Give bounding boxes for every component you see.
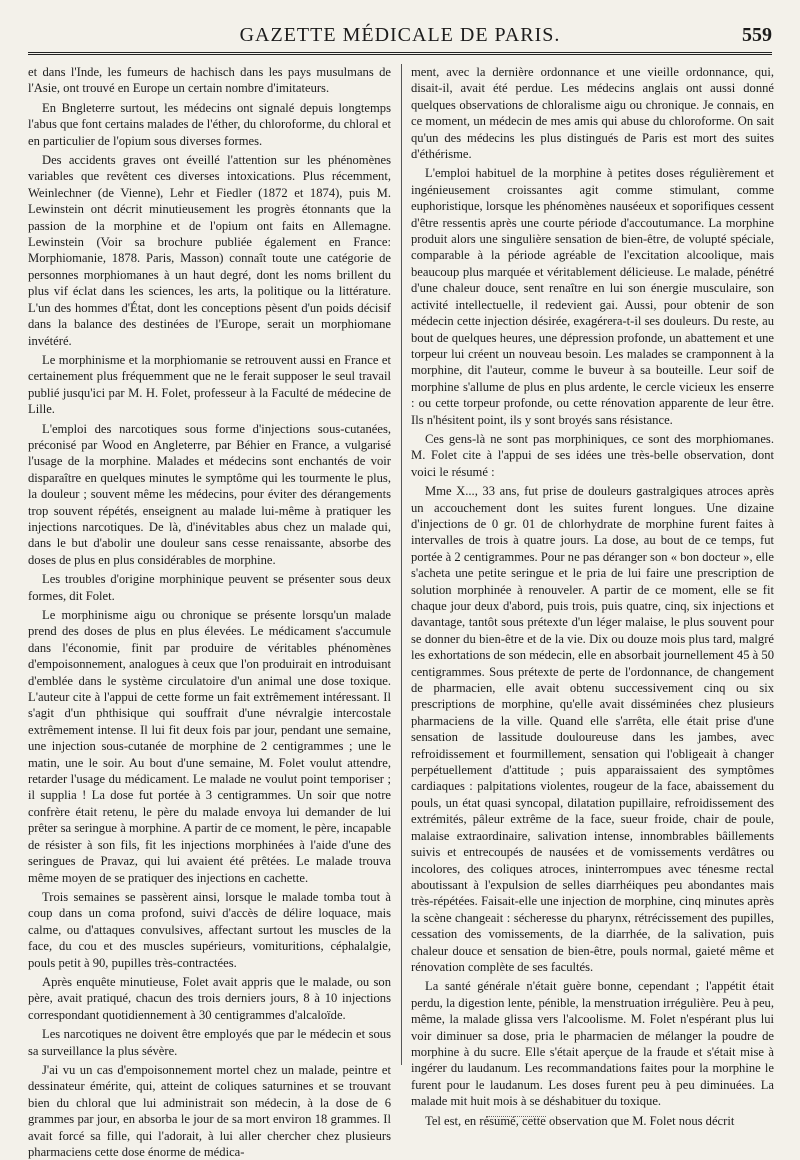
paragraph: L'emploi des narcotiques sous forme d'injections sous-cutanées, préconisé par Wood en Angleterre, par Béhier en France, a vulgarisé l'usage de la morphine. Malades et médecins sont enchantés de voir disparaître en quelques minutes le symptôme qui les tourmente le plus, la douleur ; souvent même les médecins, pour éviter des dérangements trop souvent répétés, enseignent au malade lui-même à pratiquer les injections narcotiques. De là, d'inévitables abus chez un malade qui, dans le but d'abolir une douleur sans cesse renaissante, absorbe des doses de plus en plus considérables de morphine. bbox=[28, 421, 391, 567]
paragraph: Mme X..., 33 ans, fut prise de douleurs gastralgiques atroces après un accouchement dont les suites furent longues. Une dizaine d'injections de 0 gr. 01 de chlorhydrate de morphine furent faites à intervalles de trois à quatre jours. La dose, au bout de ce temps, fut portée à 2 centigrammes. Pour ne pas déranger son « bon docteur », elle s'acheta une petite seringue et le pria de lui faire une prescription de solution morphinée à renouveler. A partir de ce moment, elle se fit chaque jour deux d'abord, puis trois, puis quatre, cinq, six injections et davantage, tantôt sous prétexte d'un léger malaise, le plus souvent pour se donner du bien-être et de la vie. Dix ou douze mois plus tard, malgré les exhortations de son médecin, elle en absorbait journellement 45 à 50 centigrammes. Sous prétexte de perte de l'ordonnance, de changement de pharmacien, elle avait obtenu successivement cinq ou six prescriptions de morphine, qu'elle avait disséminées chez plusieurs pharmaciens de la ville. Quand elle s'arrêta, elle était prise d'une sensation de lassitude douloureuse dans les jambes, avec refroidissement et fourmillement, sensation qui l'obligeait à changer perpétuellement d'attitude ; puis apparaissaient des symptômes cardiaques : palpitations violentes, rougeur de la face, abaissement du pouls, un état quasi syncopal, dilatation pupillaire, refroidissement des extrémités, pâleur extrême de la face, sueur froide, chair de poule, malaise extraordinaire, salivation intense, innombrables bâillements suivis et entrecoupés de nausées et de vomissements verdâtres ou incolores, des coliques atroces, ininterrompues avec ténesme rectal aboutissant à l'expulsion de selles diarrhéiques peu abondantes mais très-répétées. Faisait-elle une injection de morphine, cinq minutes après la scène changeait : sécheresse du pharynx, rétrécissement des pupilles, cessation des vomissements, de la diarrhée, de la salivation, puis chaleur douce et sensation de bien-être, pouls normal, gaieté même et rénovation complète de ses facultés. bbox=[411, 484, 775, 974]
footer-mark bbox=[486, 1116, 546, 1117]
paragraph: Tel est, en résumé, cette observation que M. Folet nous décrit bbox=[425, 1113, 735, 1128]
paragraph: Des accidents graves ont éveillé l'attention sur les phénomènes variables que revêtent ces diverses intoxications. Plus récemment, Weinlechner (de Vienne), Lehr et Fiedler (1872 et 1874), puis M. Lewinstein ont décrit minutieusement les progrès étonnants que la passion de la morphine et de l'opium ont faits en Allemagne. Lewinstein (Voir sa brochure publiée également en France: Morphiomanie, 1878. Paris, Masson) connaît toute une catégorie de personnes morphiomanes à un haut degré, dont les noms brillent du plus vif éclat dans les sciences, les arts, la politique ou la littérature. L'un des hommes d'État, dont les conceptions pèsent d'un poids décisif dans la balance des destinées de l'Europe, serait un morphiomane invétéré. bbox=[28, 153, 391, 348]
left-column bbox=[28, 64, 391, 1159]
paragraph: J'ai vu un cas d'empoisonnement mortel chez un malade, peintre et dessinateur éméritе, qui, atteint de coliques saturnines et se trouvant bien du chloral que lui administrait son médecin, à la dose de 6 grammes par jour, en absorba le jour de sa mort environ 18 grammes. Il avait forcé sa fille, qui l'adorait, à lui aller chercher chez plusieurs pharmaciens cette dose énorme de médica- bbox=[28, 1062, 391, 1159]
header-rule bbox=[28, 52, 772, 55]
paragraph: Trois semaines se passèrent ainsi, lorsque le malade tomba tout à coup dans un coma profond, suivi d'accès de délire loquace, mais calme, ou d'attaques convulsives, affectant surtout les muscles de la face, du cou et des muscles supérieurs, vomituritions, céphalalgie, pouls petit à 90, pupilles très-contractées. bbox=[28, 889, 391, 970]
paragraph: et dans l'Inde, les fumeurs de hachisch dans les pays musulmans de l'Asie, ont trouvé en Europe un certain nombre d'imitateurs. bbox=[28, 65, 391, 96]
journal-title: GAZETTE MÉDICALE DE PARIS. bbox=[239, 24, 561, 46]
paragraph: Le morphinisme aigu ou chronique se présente lorsqu'un malade prend des doses de plus en plus élevées. Le médicament s'accumule dans l'économie, finit par produire de véritables phénomènes d'empoisonnement, analogues à ceux que l'on produirait en introduisant d'emblée dans le système circulatoire d'un animal une dose toxique. L'auteur cite à l'appui de cette forme un fait extrêmement intéressant. Il s'agit d'un phthisique qui souffrait d'une névralgie intercostale extrêmement intense. Il lui fit deux fois par jour, pendant une semaine, une injection sous-cutanée de morphine de 2 centigrammes ; une le matin, une le soir. Au bout d'une semaine, M. Folet voulut attendre, retarder l'usage du médicament. Le malade ne voulut point temporiser ; il supplia ! La dose fut portée à 3 centigrammes. Un soir que notre confrère était retenu, le père du malade envoya lui demander de lui prêter sa seringue à morphine. A partir de ce moment, le père, incapable de résister à son fils, fit les injections morphinées à l'aide d'une des seringues de Pravaz, qui lui avaient été prêtées. Le malade trouva même moyen de se pratiquer des injections en cachette. bbox=[28, 608, 391, 885]
page-number: 559 bbox=[742, 24, 772, 46]
paragraph: Les narcotiques ne doivent être employés que par le médecin et sous sa surveillance la plus sévère. bbox=[28, 1027, 391, 1058]
paragraph: Après enquête minutieuse, Folet avait appris que le malade, ou son père, avait pratiqué, chacun des trois derniers jours, 8 à 10 injections correspondant quotidiennement à 30 centigrammes d'alcaloïde. bbox=[28, 974, 391, 1022]
paragraph: Les troubles d'origine morphinique peuvent se présenter sous deux formes, dit Folet. bbox=[28, 572, 391, 603]
paragraph: L'emploi habituel de la morphine à petites doses régulièrement et ingénieusement croissantes agit comme stimulant, comme euphoristique, lorsque les phénomènes nauséeux et soporifiques cessent d'être ressentis après une courte période d'accoutumance. La morphine produit alors une singulière sensation de bien-être, de volupté spéciale, comparable à la période agréable de l'excitation alcoolique, mais beaucoup plus marquée et véritablement délicieuse. Le malade, pénétré d'une chaleur douce, sent renaître en lui son énergie musculaire, son activité intellectuelle, il redevient gai. Aussi, pour obtenir de son médecin cette injection désirée, exagérera-t-il ses douleurs. Du reste, au bout de quelques heures, une dépression profonde, un abattement et une torpeur lui créent un nouveau besoin. Les malades se cramponnent à la morphine, dit l'auteur, comme le buveur à sa bouteille. Leur soif de morphine s'allume de plus en plus ardente, le cercle vicieux les enserre : ou cette torpeur profonde, ou cette rénovation apparente de leur être. Ils n'hésitent point, ils y sont broyés sans résistance. bbox=[411, 166, 774, 427]
paragraph: La santé générale n'était guère bonne, cependant ; l'appétit était perdu, la digestion lente, pénible, la menstruation irrégulière. Peu à peu, même, la malade glissa vers l'alcoolisme. M. Folet n'espérant plus lui voir diminuer sa dose, pria le pharmacien de mélanger la poudre de morphine à du sucre. Elle s'était aperçue de la fraude et s'était mise à ingérer du laudanum. Les recommandations faites pour la morphine le furent pour le laudanum. Les doses furent peu à peu diminuées. La malade mit huit mois à se déshabituer du toxique. bbox=[411, 979, 774, 1109]
paragraph: Ces gens-là ne sont pas morphiniques, ce sont des morphiomanes. M. Folet cite à l'appui de ses idées une très-belle observation, dont voici le résumé : bbox=[411, 431, 774, 479]
page-header bbox=[28, 22, 772, 54]
right-column bbox=[411, 64, 775, 1128]
paragraph: ment, avec la dernière ordonnance et une vieille ordonnance, qui, disait-il, avait été perdue. Les médecins anglais ont aussi donné quelques observations de chloralisme aigu ou chronique. Je connais, en ce moment, un médecin de mes amis qui abuse du chloroforme. On sait qu'un des médecins les plus distingués de Paris est mort des suites d'éthérisme. bbox=[411, 65, 774, 162]
paragraph: En Bngleterre surtout, les médecins ont signalé depuis longtemps l'abus que font certains malades de l'éther, du chloroforme, du chloral et en particulier de l'opium sous diverses formes. bbox=[28, 100, 391, 148]
column-divider bbox=[401, 64, 402, 1065]
paragraph: Le morphinisme et la morphiomanie se retrouvent aussi en France et certainement plus fréquemment que ne le ferait supposer le seul travail publié jusqu'ici par M. H. Folet, professeur à la Faculté de médecine de Lille. bbox=[28, 352, 391, 417]
